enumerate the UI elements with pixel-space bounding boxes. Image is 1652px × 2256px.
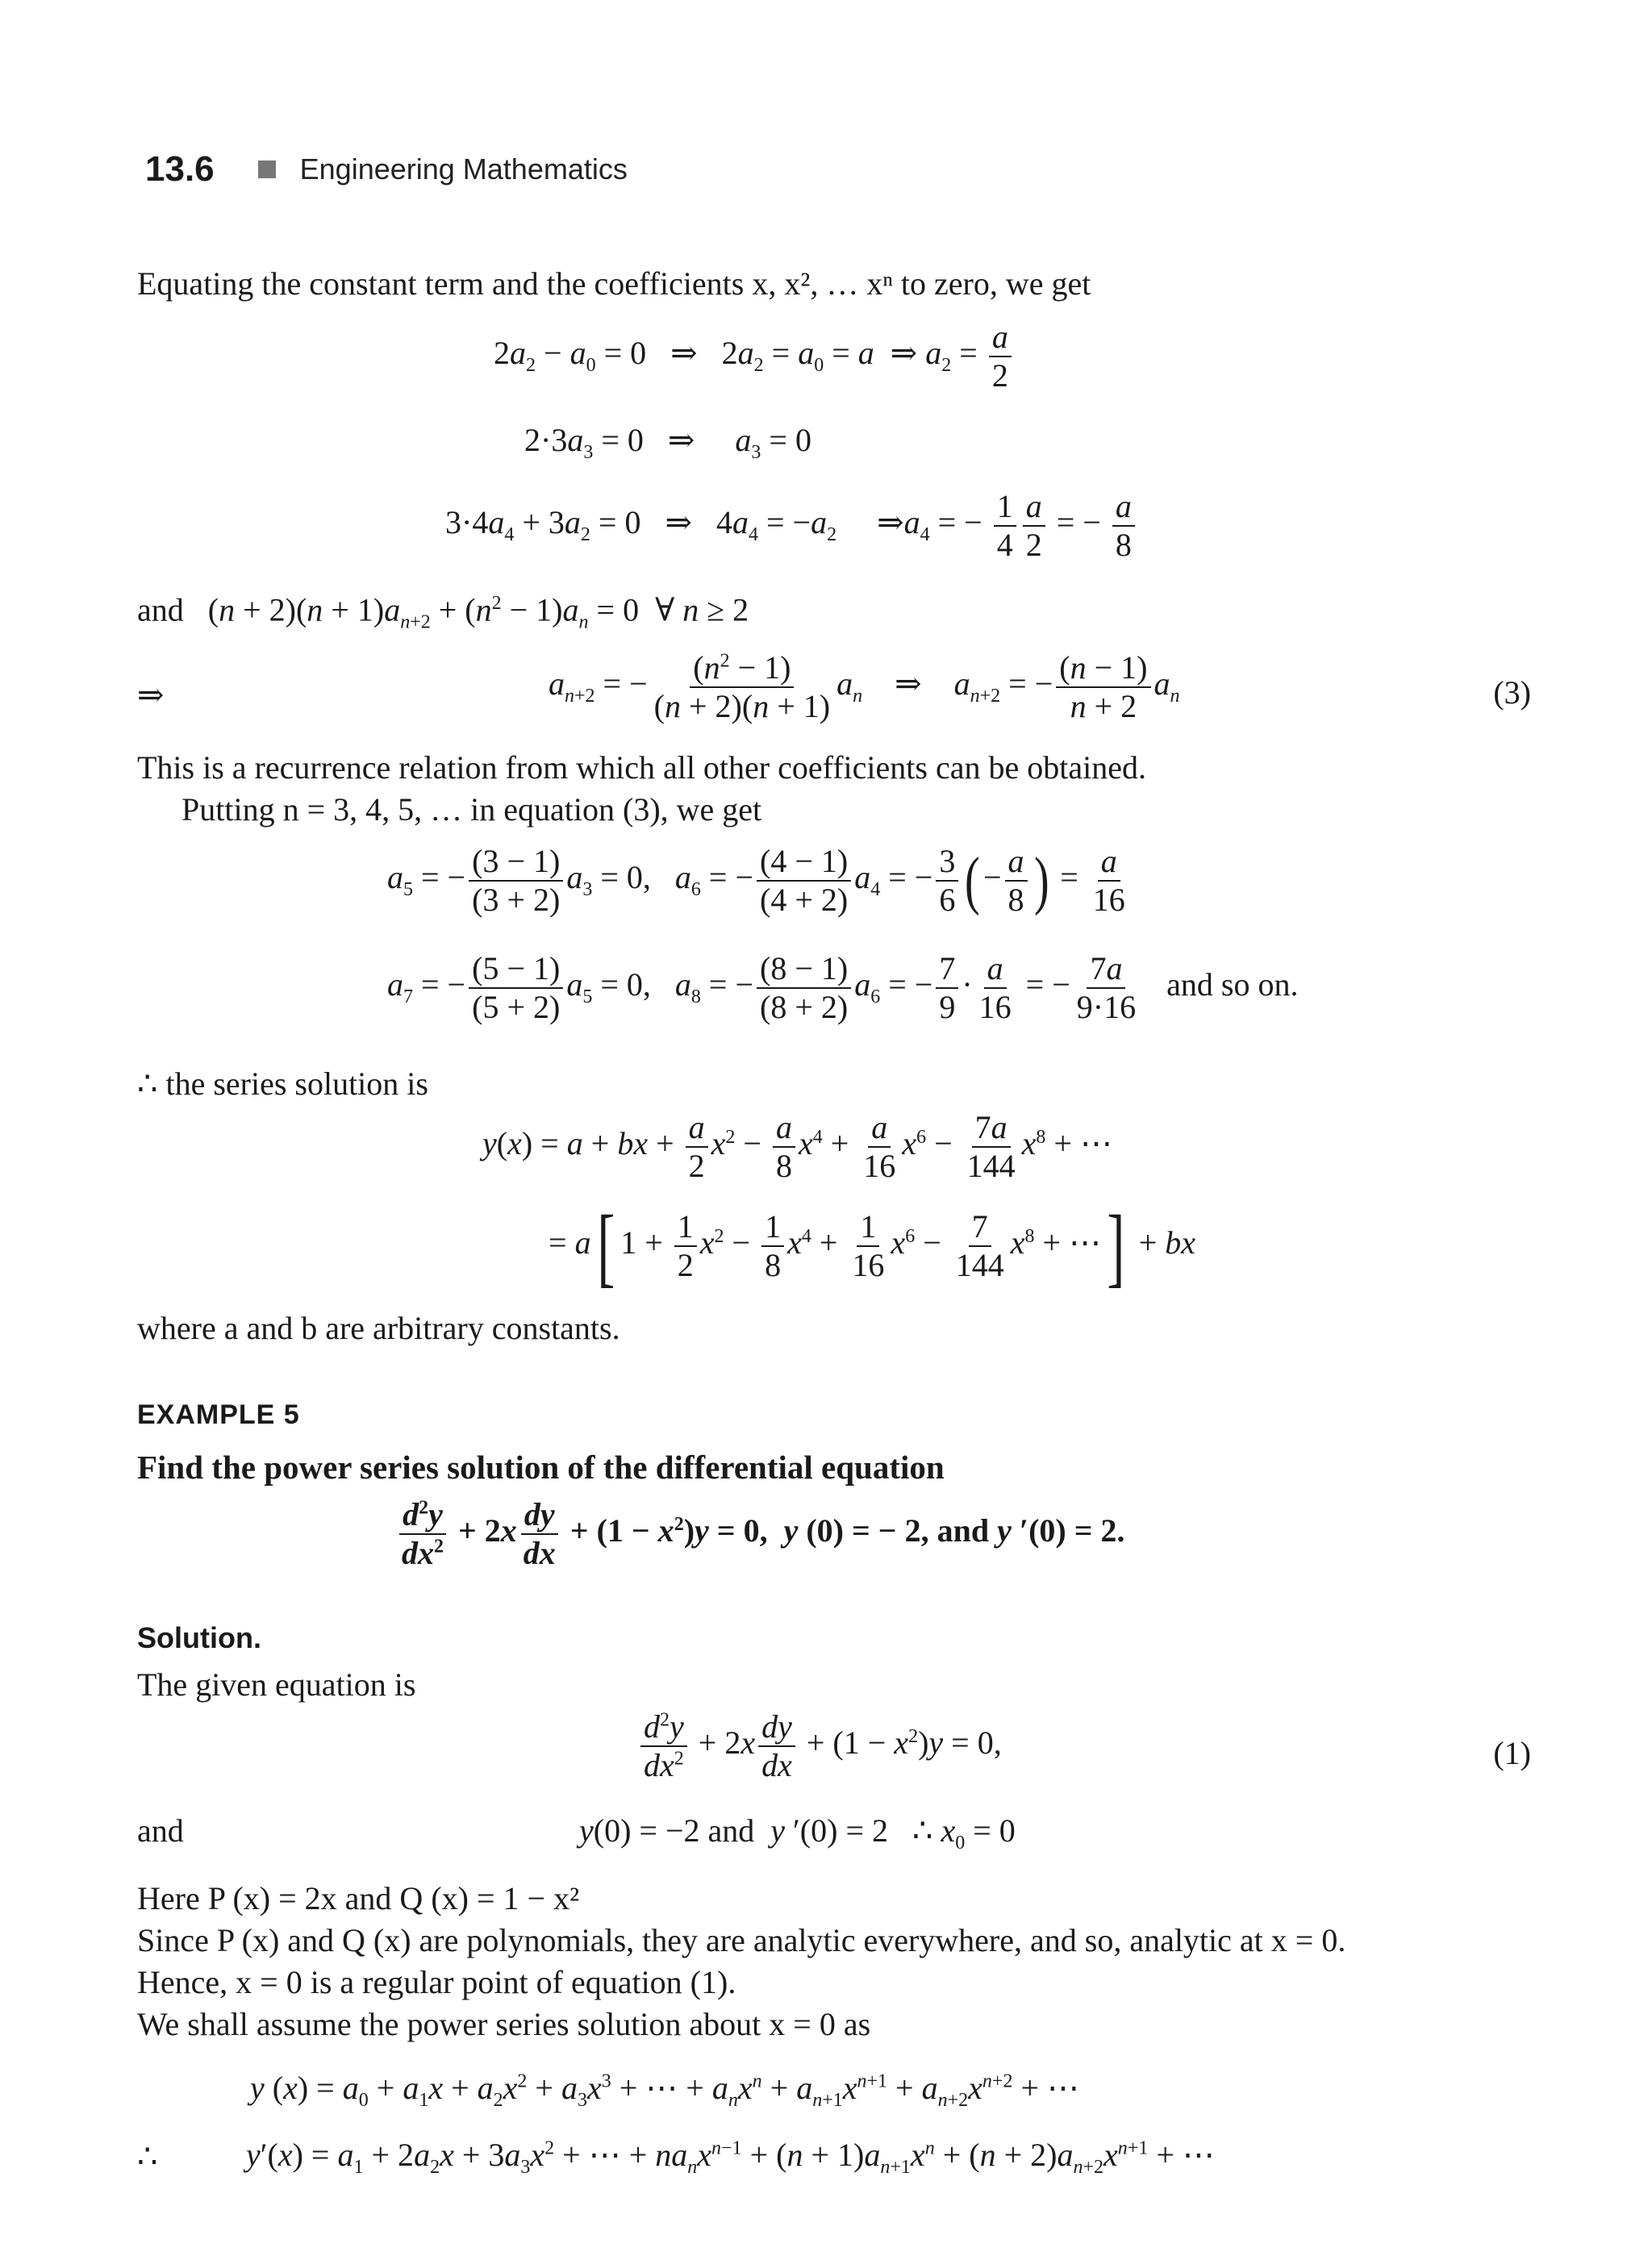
equation-a3: $2\cdot 3a_3 = 0$ ⇒ $a_3 = 0$ bbox=[524, 422, 811, 463]
equation-a5-a6: $a_5$ = − $\frac{(3 - 1)}{(3 + 2)}$ $a_3 = 0$, $a_6$ = − $\frac{(4 - 1)}{(4 + 2)}$ $a_4$ = − $\frac{3}{6}$ (− $\frac{a}{8}$ ) = $\frac{a}{16}$ bbox=[387, 843, 1125, 918]
series-solution-intro: ∴ the series solution is bbox=[137, 1065, 428, 1102]
implies-symbol: ⇒ bbox=[137, 677, 165, 713]
hence-regular: Hence, x = 0 is a regular point of equation (1). bbox=[137, 1964, 736, 2000]
assume-series: We shall assume the power series solution about x = 0 as bbox=[137, 2006, 871, 2042]
equation-a7-a8: $a_7$ = − $\frac{(5 - 1)}{(5 + 2)}$ $a_5 = 0$, $a_8$ = − $\frac{(8 - 1)}{(8 + 2)}$ $a_6$ = − $\frac{7}{9}$ · $\frac{a}{16}$ = − $\frac{7a}{9\cdot 16}$ and so on. bbox=[387, 950, 1299, 1025]
equation-number-3: (3) bbox=[1493, 674, 1531, 711]
page-header bbox=[145, 145, 628, 194]
therefore-symbol: ∴ bbox=[137, 2138, 158, 2175]
series-solution-line2: = a[ 1 + $\frac{1}{2}$ $x^2$ − $\frac{1}{8}$ $x^4$ + $\frac{1}{16}$ $x^6$ − $\frac{7}{144}$ $x^8$ + ⋯] + bx bbox=[549, 1197, 1196, 1295]
series-solution-line1: y(x) = a + bx + $\frac{a}{2}$ $x^2$ − $\frac{a}{8}$ $x^4$ + $\frac{a}{16}$ $x^6$ − $\frac{7a}{144}$ $x^8$ + ⋯ bbox=[482, 1109, 1112, 1184]
arbitrary-constants-note: where a and b are arbitrary constants. bbox=[137, 1310, 620, 1346]
equation-number-1: (1) bbox=[1493, 1735, 1531, 1771]
problem-equation: $\frac{d^2y}{dx^2}$ + 2x $\frac{dy}{dx}$ + $(1 - x^2)y = 0$, y (0) = − 2, and y ′(0) = 2. bbox=[395, 1496, 1125, 1572]
derivative-series: $y'(x) = a_1 + 2a_2x + 3a_3x^2$ + ⋯ + $na_nx^{n-1} + (n + 1)a_{n+1}x^n + (n + 2)a_{n+2}x^{n+1}$ + ⋯ bbox=[246, 2137, 1215, 2178]
initial-conditions: y(0) = −2 and y ′(0) = 2 ∴ $x_0 = 0$ bbox=[579, 1812, 1016, 1854]
assumed-series: y $(x) = a_0 + a_1x + a_2x^2 + a_3x^3$ + ⋯ + $a_nx^n + a_{n+1}x^{n+1} + a_{n+2}x^{n+2}$ + ⋯ bbox=[250, 2070, 1080, 2111]
example-title: EXAMPLE 5 bbox=[137, 1399, 300, 1430]
recurrence-general: and $(n + 2)(n + 1)a_{n+2} + (n^2 - 1)a_n = 0$ ∀ n ≥ 2 bbox=[137, 591, 749, 633]
given-equation-note: The given equation is bbox=[137, 1666, 416, 1703]
recurrence-note: This is a recurrence relation from which all other coefficients can be obtained. bbox=[137, 749, 1146, 786]
recurrence-relation: $a_{n+2}$ = − $\frac{(n^2 - 1)}{(n + 2)(n + 1)}$ $a_n$ ⇒ $a_{n+2}$ = − $\frac{(n - 1)}{n + 2}$ $a_n$ bbox=[549, 649, 1180, 724]
here-pq: Here P (x) = 2x and Q (x) = 1 − x² bbox=[137, 1880, 580, 1916]
and-so-on: and so on. bbox=[1166, 966, 1299, 1003]
book-title: Engineering Mathematics bbox=[299, 152, 628, 186]
and-label: and bbox=[137, 1812, 184, 1849]
problem-statement: Find the power series solution of the differential equation bbox=[137, 1449, 945, 1486]
since-pq: Since P (x) and Q (x) are polynomials, they are analytic everywhere, and so, analytic at x = 0. bbox=[137, 1922, 1346, 1958]
page-number: 13.6 bbox=[145, 149, 215, 189]
equation-a2: $2a_2 - a_0 = 0$ ⇒ $2a_2 = a_0 = a$ ⇒ $a_2$ = $\frac{a}{2}$ bbox=[494, 319, 1015, 394]
putting-note: Putting n = 3, 4, 5, … in equation (3), we get bbox=[181, 791, 762, 828]
equation-a4: $3\cdot 4a_4 + 3a_2 = 0$ ⇒ $4a_4 = -a_2$ $\Rightarrow a_4$ = − $\frac{1}{4}$ $\frac{a}{2}$ = − $\frac{a}{8}$ bbox=[445, 488, 1138, 564]
header-square-icon bbox=[258, 161, 276, 178]
intro-text: Equating the constant term and the coefficients x, x², … xⁿ to zero, we get bbox=[137, 265, 1091, 302]
solution-label: Solution. bbox=[137, 1621, 261, 1654]
given-equation: $\frac{d^2y}{dx^2}$ + 2x $\frac{dy}{dx}$ + $(1 - x^2)y = 0$, bbox=[637, 1708, 1002, 1784]
